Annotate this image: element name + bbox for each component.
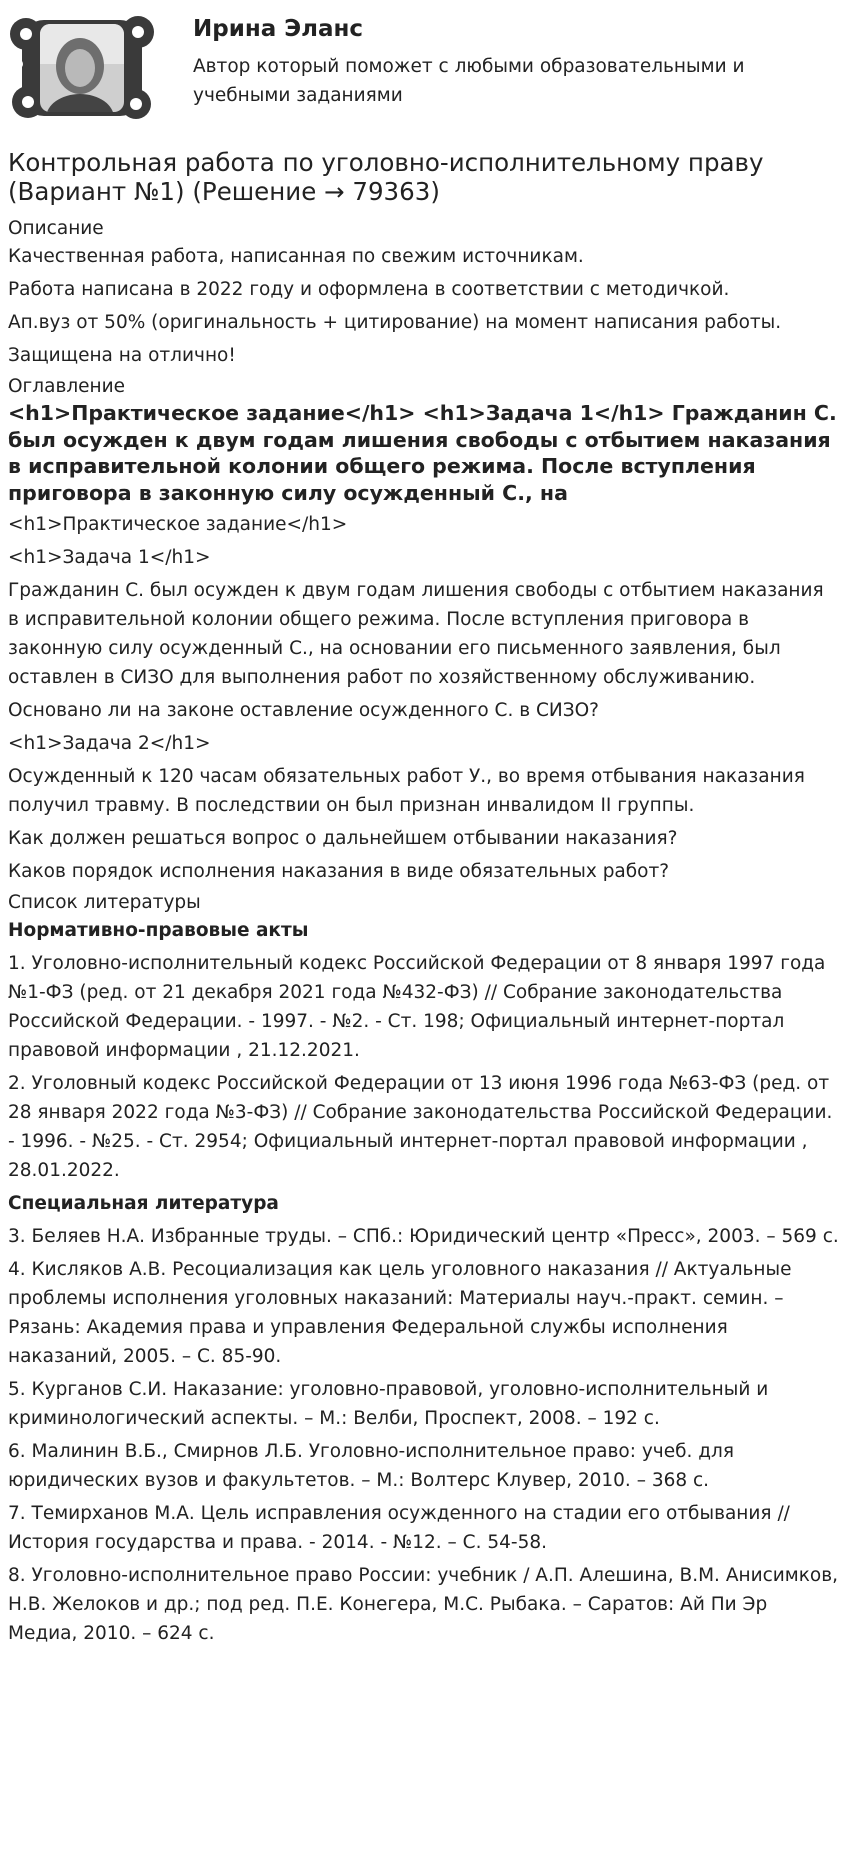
toc-paragraph: Как должен решаться вопрос о дальнейшем отбывании наказания? <box>8 828 678 849</box>
literature-item: 1. Уголовно-исполнительный кодекс Российской Федерации от 8 января 1997 года №1-ФЗ (ред. от 21 декабря 2021 года №432-ФЗ) // Собрание законодательства Российской Федерации. - 1997. - №2. - Ст. 198; Официальный интернет-портал правовой информации , 21.12.2021. <box>8 953 826 1061</box>
author-name[interactable]: Ирина Эланс <box>193 16 364 42</box>
toc-paragraph: Каков порядок исполнения наказания в виде обязательных работ? <box>8 861 670 882</box>
literature-item: 7. Темирханов М.А. Цель исправления осужденного на стадии его отбывания // История государства и права. - 2014. - №12. – С. 54-58. <box>8 1503 790 1553</box>
author-card <box>8 6 838 126</box>
document-title: Контрольная работа по уголовно-исполнительному праву (Вариант №1) (Решение → 79363) <box>8 148 764 206</box>
toc-label: Оглавление <box>8 376 126 397</box>
document-body <box>8 216 840 1648</box>
literature-item: 6. Малинин В.Б., Смирнов Л.Б. Уголовно-исполнительное право: учеб. для юридических вузов и факультетов. – М.: Волтерс Клувер, 2010. – 368 с. <box>8 1441 735 1491</box>
description-line: Защищена на отлично! <box>8 345 236 366</box>
literature-item: 2. Уголовный кодекс Российской Федерации от 13 июня 1996 года №63-ФЗ (ред. от 28 января 2022 года №3-ФЗ) // Собрание законодательства Российской Федерации. - 1996. - №25. - Ст. 2954; Официальный интернет-портал правовой информации , 28.01.2022. <box>8 1073 833 1181</box>
author-description: Автор который поможет с любыми образовательными и учебными заданиями <box>193 56 745 106</box>
toc-paragraph: Основано ли на законе оставление осужденного С. в СИЗО? <box>8 700 600 721</box>
toc-lead: <h1>Практическое задание</h1> <h1>Задача 1</h1> Гражданин С. был осужден к двум годам лишения свободы с отбытием наказания в исправительной колонии общего режима. После вступления приговора в законную силу осужденный С., на <box>8 401 837 505</box>
literature-item: 5. Курганов С.И. Наказание: уголовно-правовой, уголовно-исполнительный и криминологический аспекты. – М.: Велби, Проспект, 2008. – 192 с. <box>8 1379 769 1429</box>
description-line: Качественная работа, написанная по свежим источникам. <box>8 246 584 267</box>
literature-item: 8. Уголовно-исполнительное право России: учебник / А.П. Алешина, В.М. Анисимков, Н.В. Желоков и др.; под ред. П.Е. Конегера, М.С. Рыбака. – Саратов: Ай Пи Эр Медиа, 2010. – 624 с. <box>8 1565 839 1644</box>
literature-item: 3. Беляев Н.А. Избранные труды. – СПб.: Юридический центр «Пресс», 2003. – 569 с. <box>8 1226 839 1247</box>
literature-item: 4. Кисляков А.В. Ресоциализация как цель уголовного наказания // Актуальные проблемы исполнения уголовных наказаний: Материалы науч.-практ. семин. – Рязань: Академия права и управления Федеральной службы исполнения наказаний, 2005. – С. 85-90. <box>8 1259 792 1367</box>
toc-paragraph: <h1>Задача 1</h1> <box>8 547 211 568</box>
description-label: Описание <box>8 218 104 239</box>
description-line: Работа написана в 2022 году и оформлена в соответствии с методичкой. <box>8 279 730 300</box>
normative-heading: Нормативно-правовые акты <box>8 920 309 941</box>
avatar[interactable] <box>8 6 156 128</box>
toc-paragraph: Гражданин С. был осужден к двум годам лишения свободы с отбытием наказания в исправительной колонии общего режима. После вступления приговора в законную силу осужденный С., на основании его письменного заявления, был оставлен в СИЗО для выполнения работ по хозяйственному обслуживанию. <box>8 580 824 688</box>
literature-label: Список литературы <box>8 892 201 913</box>
special-heading: Специальная литература <box>8 1193 279 1214</box>
description-line: Ап.вуз от 50% (оригинальность + цитирование) на момент написания работы. <box>8 312 782 333</box>
toc-paragraph: <h1>Задача 2</h1> <box>8 733 211 754</box>
toc-paragraph: <h1>Практическое задание</h1> <box>8 514 348 535</box>
toc-paragraph: Осужденный к 120 часам обязательных работ У., во время отбывания наказания получил травму. В последствии он был признан инвалидом II группы. <box>8 766 805 816</box>
